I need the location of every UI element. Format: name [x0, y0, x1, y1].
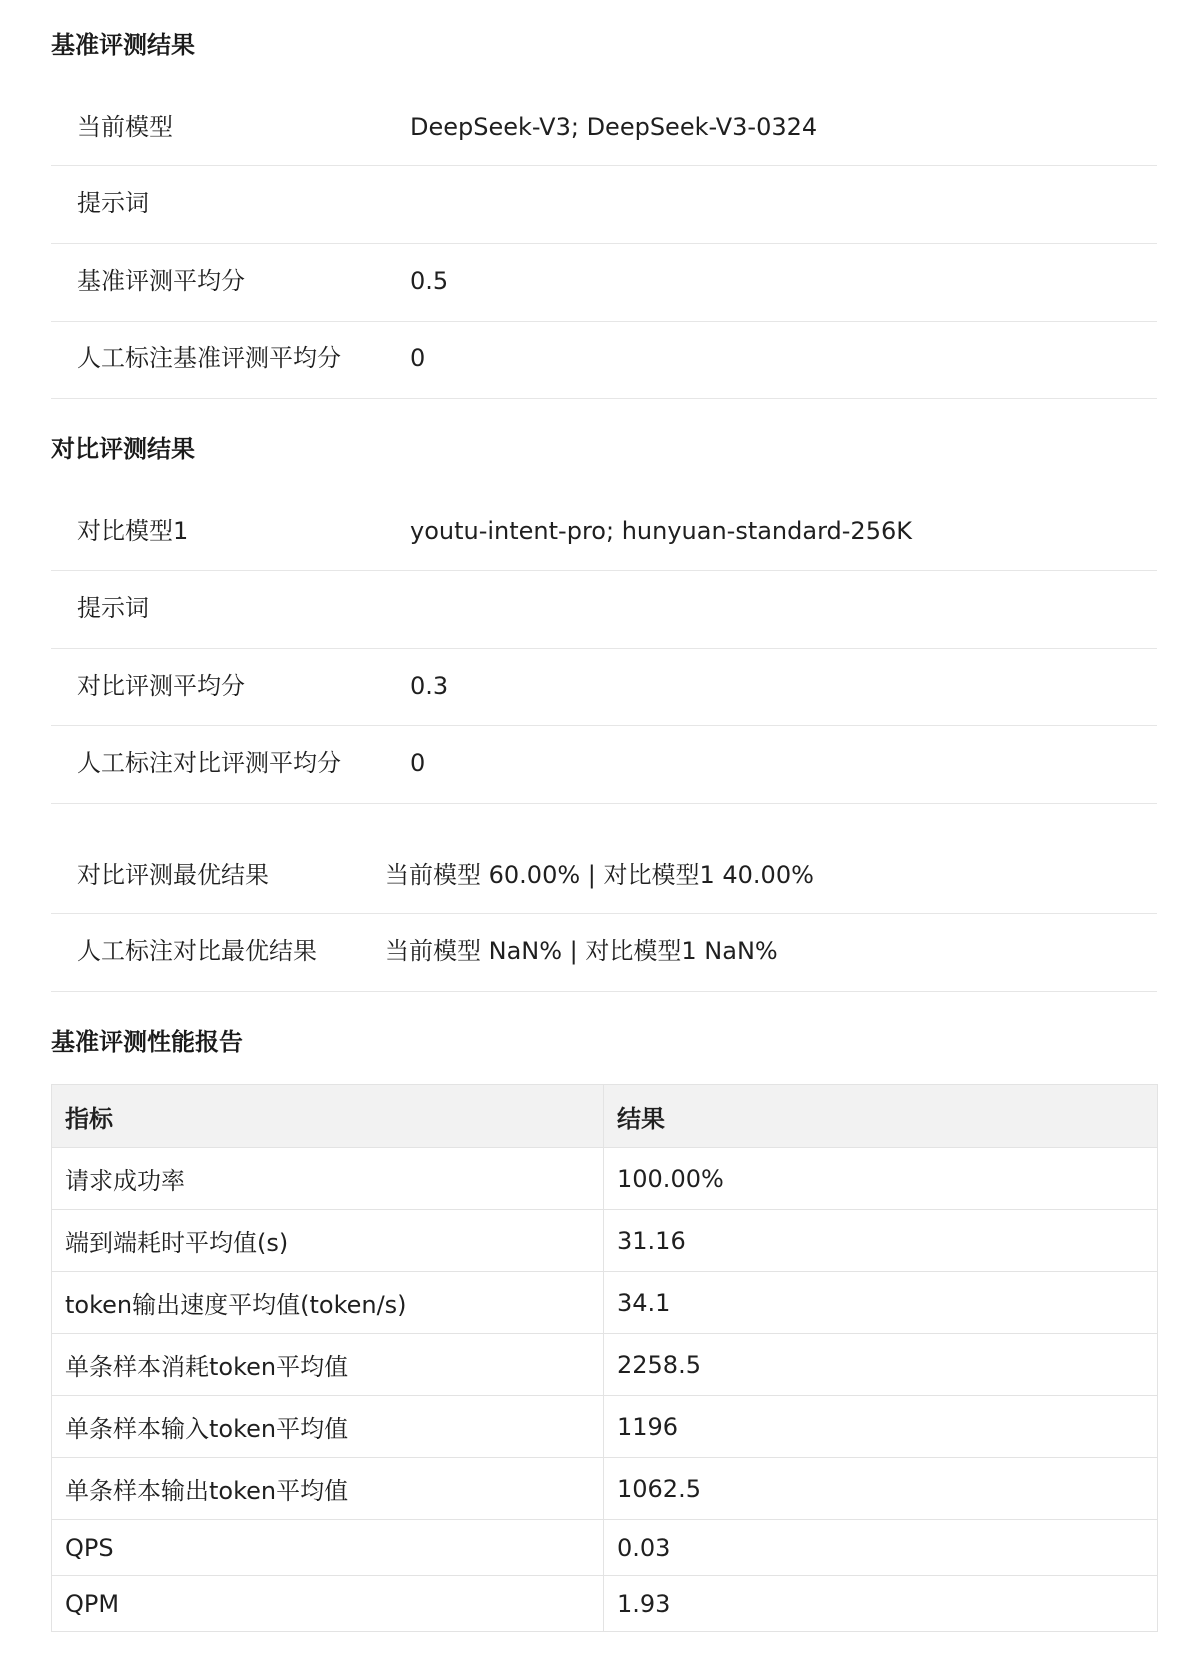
kv-value: 当前模型 60.00% | 对比模型1 40.00% — [385, 861, 814, 889]
column-header-metric: 指标 — [52, 1085, 604, 1148]
kv-value: 0 — [410, 344, 426, 372]
kv-label: 对比评测平均分 — [77, 672, 245, 700]
kv-label: 基准评测平均分 — [77, 267, 245, 295]
compare-section-title: 对比评测结果 — [51, 435, 195, 463]
baseline-section-title: 基准评测结果 — [51, 31, 195, 59]
result-cell: 0.03 — [604, 1520, 1158, 1576]
table-header-row — [52, 1085, 1158, 1148]
kv-value: DeepSeek-V3; DeepSeek-V3-0324 — [410, 113, 818, 141]
metric-cell: token输出速度平均值(token/s) — [52, 1272, 604, 1334]
kv-row-compare-model — [51, 496, 1157, 571]
kv-row-manual-compare-avg — [51, 726, 1157, 804]
result-cell: 100.00% — [604, 1148, 1158, 1210]
table-row — [52, 1520, 1158, 1576]
performance-section-title: 基准评测性能报告 — [51, 1028, 243, 1056]
table-row — [52, 1272, 1158, 1334]
kv-row-current-model — [51, 91, 1157, 166]
kv-row-compare-avg — [51, 649, 1157, 726]
kv-label: 对比模型1 — [77, 517, 189, 545]
result-cell: 31.16 — [604, 1210, 1158, 1272]
kv-row-prompt — [51, 166, 1157, 244]
kv-value: 当前模型 NaN% | 对比模型1 NaN% — [385, 937, 778, 965]
metric-cell: 端到端耗时平均值(s) — [52, 1210, 604, 1272]
metric-cell: 单条样本输入token平均值 — [52, 1396, 604, 1458]
result-cell: 34.1 — [604, 1272, 1158, 1334]
kv-row-manual-baseline-avg — [51, 322, 1157, 399]
metric-cell: 请求成功率 — [52, 1148, 604, 1210]
result-cell: 2258.5 — [604, 1334, 1158, 1396]
kv-row-compare-prompt — [51, 571, 1157, 649]
metric-cell: QPM — [52, 1576, 604, 1632]
metric-cell: QPS — [52, 1520, 604, 1576]
metric-cell: 单条样本消耗token平均值 — [52, 1334, 604, 1396]
table-row — [52, 1458, 1158, 1520]
kv-row-compare-best — [51, 804, 1157, 914]
kv-row-baseline-avg — [51, 244, 1157, 322]
kv-value: 0.5 — [410, 267, 449, 295]
result-cell: 1.93 — [604, 1576, 1158, 1632]
table-row — [52, 1210, 1158, 1272]
table-row — [52, 1334, 1158, 1396]
kv-row-manual-compare-best — [51, 914, 1157, 992]
kv-label: 提示词 — [77, 189, 149, 217]
kv-label: 当前模型 — [77, 113, 173, 141]
table-row — [52, 1396, 1158, 1458]
kv-value: 0.3 — [410, 672, 449, 700]
kv-label: 人工标注基准评测平均分 — [77, 344, 341, 372]
kv-label: 提示词 — [77, 594, 149, 622]
kv-label: 对比评测最优结果 — [77, 861, 269, 889]
kv-value: youtu-intent-pro; hunyuan-standard-256K — [410, 517, 912, 545]
metric-cell: 单条样本输出token平均值 — [52, 1458, 604, 1520]
kv-label: 人工标注对比最优结果 — [77, 937, 317, 965]
result-cell: 1062.5 — [604, 1458, 1158, 1520]
column-header-result: 结果 — [604, 1085, 1158, 1148]
performance-table — [51, 1084, 1158, 1632]
kv-value: 0 — [410, 749, 426, 777]
table-row — [52, 1576, 1158, 1632]
result-cell: 1196 — [604, 1396, 1158, 1458]
table-row — [52, 1148, 1158, 1210]
kv-label: 人工标注对比评测平均分 — [77, 749, 341, 777]
